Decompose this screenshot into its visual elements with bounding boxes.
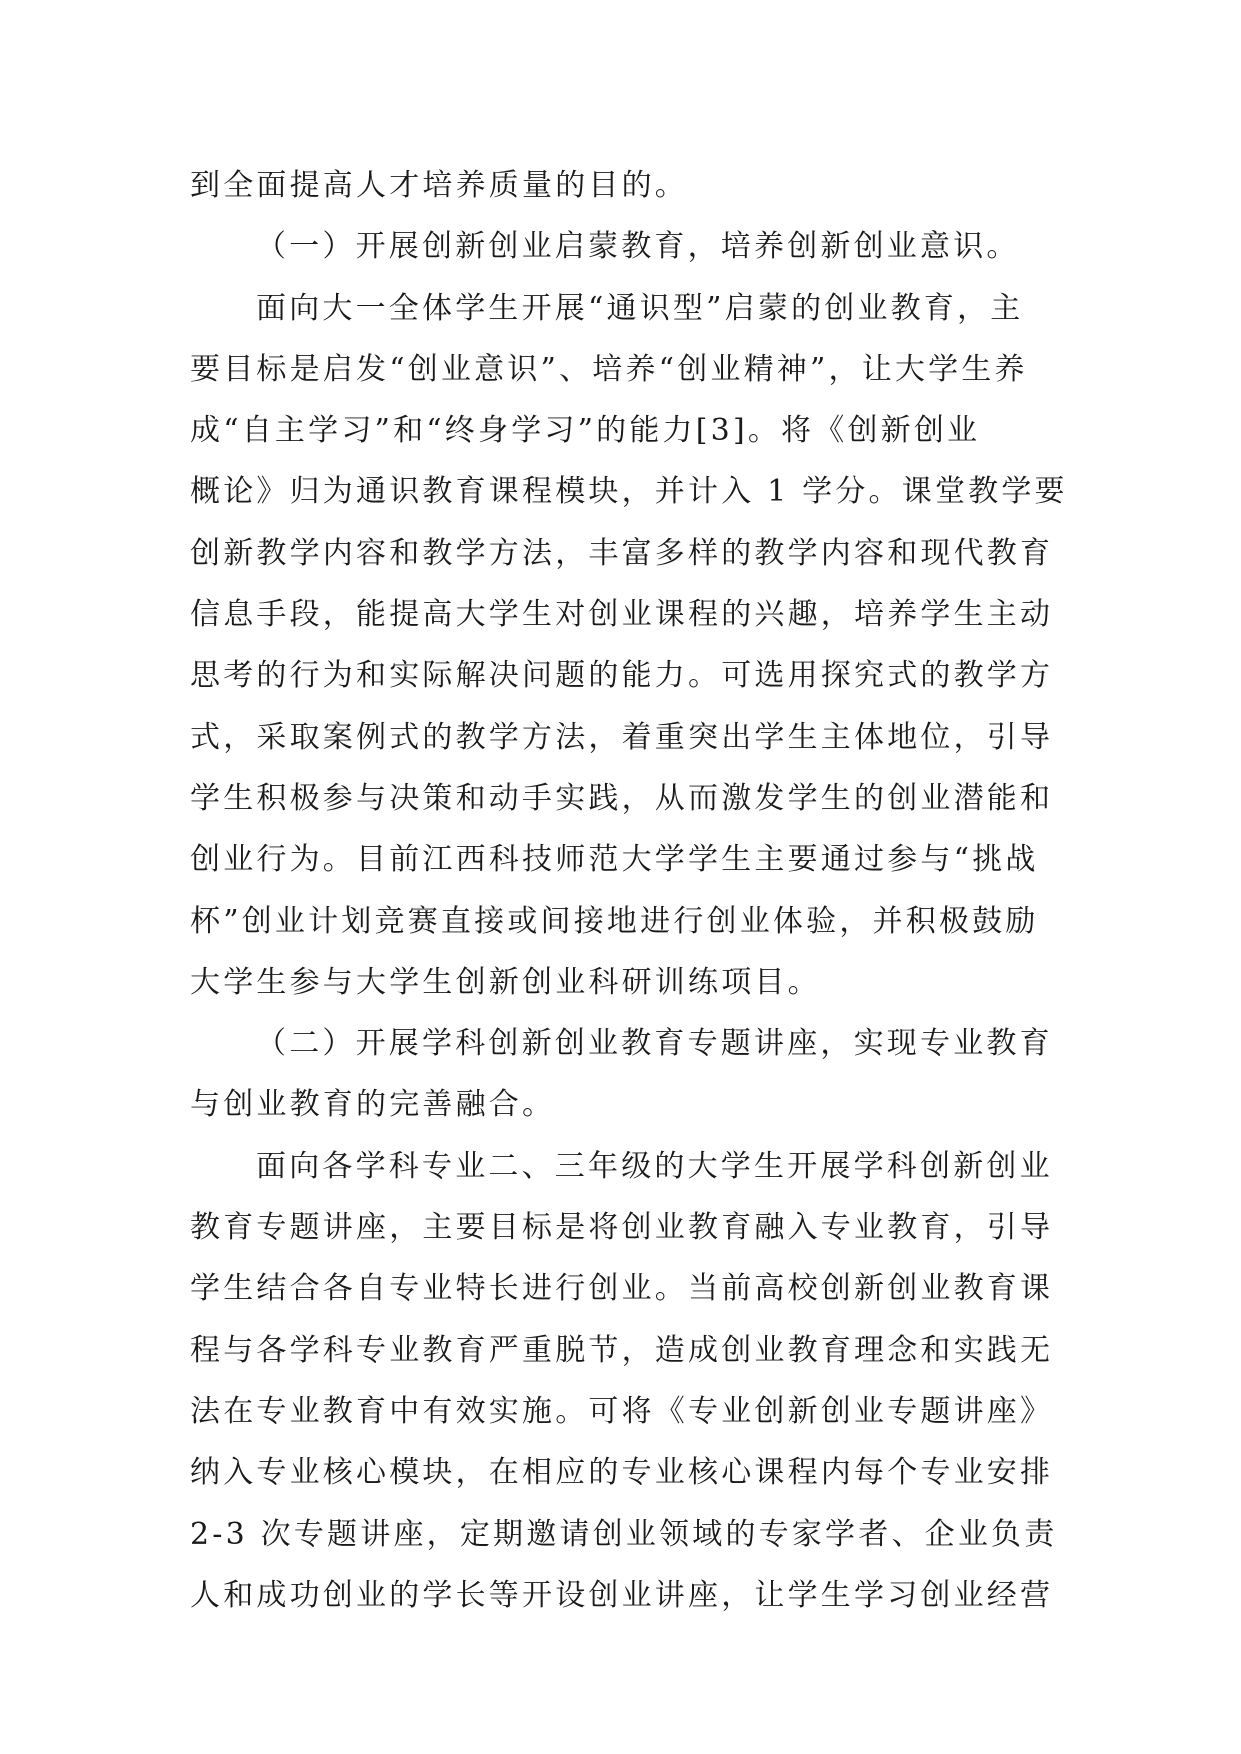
text-line: 创新教学内容和教学方法，丰富多样的教学内容和现代教育 xyxy=(190,535,1054,571)
text-line: 纳入专业核心模块，在相应的专业核心课程内每个专业安排 xyxy=(190,1455,1054,1491)
section-heading-2: （二）开展学科创新创业教育专题讲座，实现专业教育 xyxy=(256,1026,1053,1062)
text-line: 2-3 次专题讲座，定期邀请创业领域的专家学者、企业负责 xyxy=(190,1516,1058,1552)
text-line: 创业行为。目前江西科技师范大学学生主要通过参与“挑战 xyxy=(190,842,1039,878)
text-line: 概论》归为通识教育课程模块，并计入 1 学分。课堂教学要 xyxy=(190,474,1068,510)
text-line: 学生积极参与决策和动手实践，从而激发学生的创业潜能和 xyxy=(190,780,1054,816)
text-line: 式，采取案例式的教学方法，着重突出学生主体地位，引导 xyxy=(190,719,1054,755)
text-line: 面向大一全体学生开展“通识型”启蒙的创业教育，主 xyxy=(256,290,1024,326)
text-line: 杯”创业计划竞赛直接或间接地进行创业体验，并积极鼓励 xyxy=(190,903,1039,939)
text-line: 思考的行为和实际解决问题的能力。可选用探究式的教学方 xyxy=(190,658,1054,694)
text-line: 教育专题讲座，主要目标是将创业教育融入专业教育，引导 xyxy=(190,1210,1054,1246)
text-line: 成“自主学习”和“终身学习”的能力[3]。将《创新创业 xyxy=(190,413,981,449)
text-line: 法在专业教育中有效实施。可将《专业创新创业专题讲座》 xyxy=(190,1393,1054,1429)
text-line: 要目标是启发“创业意识”、培养“创业精神”，让大学生养 xyxy=(190,351,1028,387)
text-line: 信息手段，能提高大学生对创业课程的兴趣，培养学生主动 xyxy=(190,597,1054,633)
text-line: 到全面提高人才培养质量的目的。 xyxy=(190,168,688,203)
text-line: 大学生参与大学生创新创业科研训练项目。 xyxy=(190,964,821,1000)
text-line: 面向各学科专业二、三年级的大学生开展学科创新创业 xyxy=(256,1148,1053,1184)
text-line: 与创业教育的完善融合。 xyxy=(190,1087,556,1123)
section-heading-1: （一）开展创新创业启蒙教育，培养创新创业意识。 xyxy=(256,229,1020,265)
text-line: 学生结合各自专业特长进行创业。当前高校创新创业教育课 xyxy=(190,1271,1054,1307)
text-line: 人和成功创业的学长等开设创业讲座，让学生学习创业经营 xyxy=(190,1577,1054,1613)
text-line: 程与各学科专业教育严重脱节，造成创业教育理念和实践无 xyxy=(190,1332,1054,1368)
body-text xyxy=(190,155,1068,1626)
